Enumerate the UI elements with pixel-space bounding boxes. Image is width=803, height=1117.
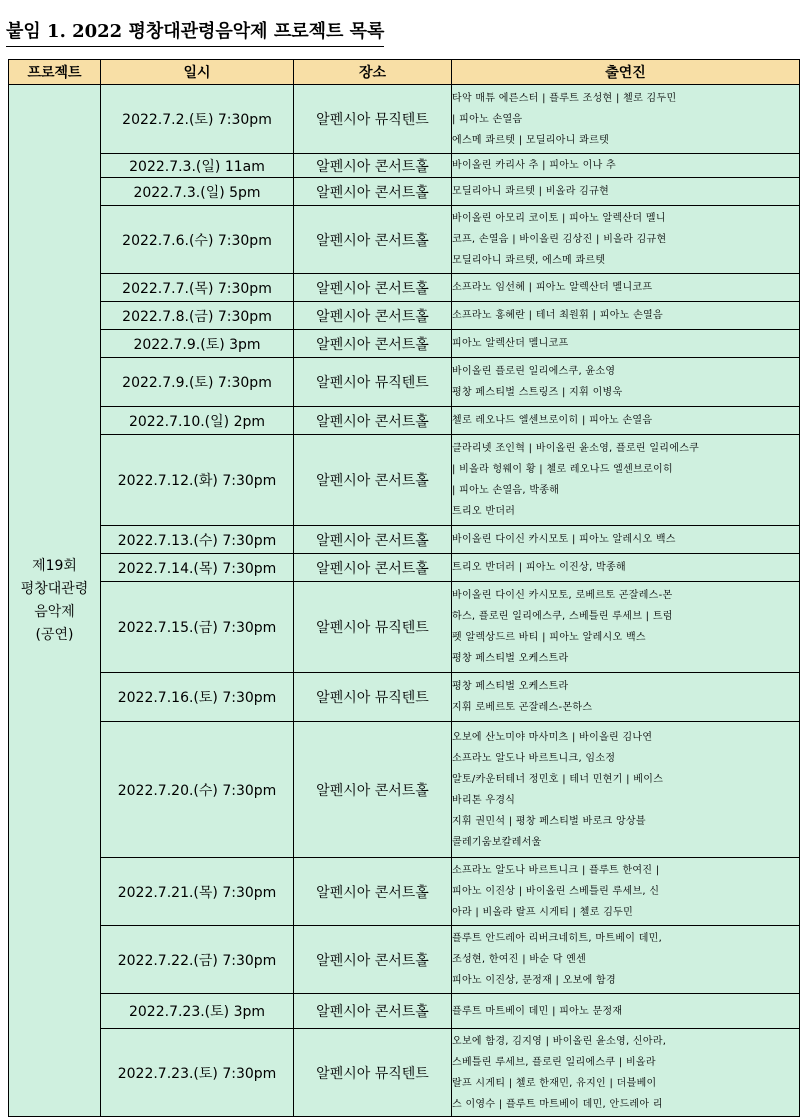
datetime-cell: 2022.7.12.(화) 7:30pm <box>101 435 294 526</box>
table-row <box>9 582 800 673</box>
venue-cell: 알펜시아 콘서트홀 <box>294 526 452 554</box>
venue-cell: 알펜시아 콘서트홀 <box>294 994 452 1029</box>
table-row <box>9 1029 800 1117</box>
table-row <box>9 926 800 994</box>
performer-line: 바이올린 다이신 카시모토, 로베르토 곤잘레스-몬 <box>452 590 673 601</box>
performer-line: 플루트 마트베이 데민 | 피아노 문정재 <box>452 1005 623 1017</box>
venue-cell: 알펜시아 뮤직텐트 <box>294 582 452 673</box>
performer-line: 소프라노 알도나 바르트니크 | 플루트 한여진 | <box>452 865 660 876</box>
header-project: 프로젝트 <box>9 60 101 85</box>
performer-line: 모딜리아니 콰르텟, 에스메 콰르텟 <box>452 255 606 266</box>
performer-line: 하스, 플로린 일리에스쿠, 스베틀린 루세브 | 트럼 <box>452 611 673 622</box>
venue-cell: 알펜시아 콘서트홀 <box>294 554 452 582</box>
performers-cell <box>452 274 800 302</box>
performer-line: | 피아노 손열음, 박종해 <box>452 485 560 496</box>
table-row <box>9 435 800 526</box>
performers-cell <box>452 858 800 926</box>
performer-line: 알토/카운터테너 정민호 | 테너 민현기 | 베이스 <box>452 773 664 785</box>
performer-line: 랄프 시게티 | 첼로 한재민, 유지인 | 더블베이 <box>452 1077 657 1089</box>
performer-line: 피아노 이진상, 문정재 | 오보에 함경 <box>452 975 616 986</box>
datetime-cell: 2022.7.2.(토) 7:30pm <box>101 85 294 154</box>
performers-cell <box>452 554 800 582</box>
table-row <box>9 407 800 435</box>
datetime-cell: 2022.7.13.(수) 7:30pm <box>101 526 294 554</box>
venue-cell: 알펜시아 콘서트홀 <box>294 722 452 858</box>
performers-cell <box>452 206 800 274</box>
performers-cell <box>452 407 800 435</box>
table-row <box>9 722 800 858</box>
performers-cell <box>452 1029 800 1117</box>
venue-cell: 알펜시아 뮤직텐트 <box>294 673 452 722</box>
performer-line: | 피아노 손열음 <box>452 113 523 125</box>
performers-cell <box>452 926 800 994</box>
performers-cell <box>452 358 800 407</box>
table-row <box>9 526 800 554</box>
table-row <box>9 302 800 330</box>
venue-cell: 알펜시아 콘서트홀 <box>294 302 452 330</box>
table-row <box>9 178 800 206</box>
performer-line: 스베틀린 루세브, 플로린 일리에스쿠 | 비올라 <box>452 1056 656 1068</box>
performer-line: 아라 | 비올라 랄프 시게티 | 첼로 김두민 <box>452 907 634 918</box>
venue-cell: 알펜시아 콘서트홀 <box>294 926 452 994</box>
project-name-line: (공연) <box>35 626 74 643</box>
table-row <box>9 85 800 154</box>
performer-line: 스 이영수 | 플루트 마트베이 데민, 안드레아 리 <box>452 1098 663 1110</box>
venue-cell: 알펜시아 콘서트홀 <box>294 154 452 178</box>
datetime-cell: 2022.7.6.(수) 7:30pm <box>101 206 294 274</box>
performer-line: 평창 페스티벌 오케스트라 <box>452 681 569 692</box>
venue-cell: 알펜시아 콘서트홀 <box>294 178 452 206</box>
datetime-cell: 2022.7.16.(토) 7:30pm <box>101 673 294 722</box>
table-row <box>9 673 800 722</box>
table-row <box>9 554 800 582</box>
datetime-cell: 2022.7.20.(수) 7:30pm <box>101 722 294 858</box>
venue-cell: 알펜시아 콘서트홀 <box>294 435 452 526</box>
performers-cell <box>452 526 800 554</box>
performer-line: 피아노 이진상 | 바이올린 스베틀린 루세브, 신 <box>452 886 660 897</box>
performer-line: 소프라노 임선혜 | 피아노 알렉산더 멜니코프 <box>452 282 653 293</box>
table-row <box>9 206 800 274</box>
performer-line: | 비올라 헝웨이 황 | 첼로 레오나드 엘센브로이히 <box>452 464 673 475</box>
venue-cell: 알펜시아 뮤직텐트 <box>294 85 452 154</box>
performer-line: 지휘 권민석 | 평창 페스티벌 바로크 앙상블 <box>452 815 646 827</box>
table-body <box>9 85 800 1117</box>
performers-cell <box>452 435 800 526</box>
performer-line: 에스메 콰르텟 | 모딜리아니 콰르텟 <box>452 134 610 146</box>
performers-cell <box>452 722 800 858</box>
performers-cell <box>452 85 800 154</box>
performer-line: 타악 매튜 에른스터 | 플루트 조성현 | 첼로 김두민 <box>452 92 677 104</box>
project-name-line: 제19회 <box>32 557 77 574</box>
header-performers: 출연진 <box>452 60 800 85</box>
datetime-cell: 2022.7.9.(토) 7:30pm <box>101 358 294 407</box>
performer-line: 평창 페스티벌 스트링즈 | 지휘 이병욱 <box>452 387 623 398</box>
performer-line: 평창 페스티벌 오케스트라 <box>452 653 569 664</box>
datetime-cell: 2022.7.7.(목) 7:30pm <box>101 274 294 302</box>
performer-line: 피아노 알렉산더 멜니코프 <box>452 338 569 349</box>
performers-cell <box>452 330 800 358</box>
performer-line: 오보에 산노미야 마사미츠 | 바이올린 김나연 <box>452 731 653 743</box>
performer-line: 클라리넷 조인혁 | 바이올린 윤소영, 플로린 일리에스쿠 <box>452 443 700 454</box>
datetime-cell: 2022.7.14.(목) 7:30pm <box>101 554 294 582</box>
performer-line: 바이올린 카리사 추 | 피아노 이나 추 <box>452 160 616 171</box>
datetime-cell: 2022.7.23.(토) 7:30pm <box>101 1029 294 1117</box>
project-name-cell <box>9 85 101 1117</box>
performers-cell <box>452 673 800 722</box>
performer-line: 트리오 반더러 | 피아노 이진상, 박종해 <box>452 562 626 573</box>
performer-line: 소프라노 홍혜란 | 테너 최원휘 | 피아노 손열음 <box>452 310 663 321</box>
datetime-cell: 2022.7.9.(토) 3pm <box>101 330 294 358</box>
table-row <box>9 858 800 926</box>
performer-line: 콜레기움보칼레서울 <box>452 836 542 848</box>
datetime-cell: 2022.7.23.(토) 3pm <box>101 994 294 1029</box>
table-row <box>9 994 800 1029</box>
datetime-cell: 2022.7.3.(일) 5pm <box>101 178 294 206</box>
datetime-cell: 2022.7.8.(금) 7:30pm <box>101 302 294 330</box>
performer-line: 트리오 반더러 <box>452 506 516 517</box>
performer-line: 모딜리아니 콰르텟 | 비올라 김규현 <box>452 186 610 197</box>
table-row <box>9 154 800 178</box>
performer-line: 바리톤 우경식 <box>452 794 516 806</box>
header-datetime: 일시 <box>101 60 294 85</box>
performers-cell <box>452 178 800 206</box>
venue-cell: 알펜시아 뮤직텐트 <box>294 358 452 407</box>
performers-cell <box>452 302 800 330</box>
datetime-cell: 2022.7.22.(금) 7:30pm <box>101 926 294 994</box>
document-title: 붙임 1. 2022 평창대관령음악제 프로젝트 목록 <box>6 17 384 47</box>
performer-line: 조성현, 한여진 | 바순 닥 옌센 <box>452 954 587 965</box>
venue-cell: 알펜시아 뮤직텐트 <box>294 1029 452 1117</box>
performer-line: 소프라노 알도나 바르트니크, 임소정 <box>452 752 616 764</box>
datetime-cell: 2022.7.15.(금) 7:30pm <box>101 582 294 673</box>
performer-line: 플루트 안드레아 리버크네히트, 마트베이 데민, <box>452 933 663 944</box>
venue-cell: 알펜시아 콘서트홀 <box>294 858 452 926</box>
datetime-cell: 2022.7.21.(목) 7:30pm <box>101 858 294 926</box>
performers-cell <box>452 582 800 673</box>
performer-line: 코프, 손열음 | 바이올린 김상진 | 비올라 김규현 <box>452 234 667 245</box>
table-header-row <box>9 60 800 85</box>
performers-cell <box>452 154 800 178</box>
table-row <box>9 330 800 358</box>
project-name-line: 평창대관령 <box>20 580 89 597</box>
performers-cell <box>452 994 800 1029</box>
performer-line: 첼로 레오나드 엘센브로이히 | 피아노 손열음 <box>452 415 653 426</box>
performer-line: 바이올린 아모리 코이토 | 피아노 알렉산더 멜니 <box>452 213 666 224</box>
table-row <box>9 358 800 407</box>
venue-cell: 알펜시아 콘서트홀 <box>294 330 452 358</box>
performer-line: 펫 알렉상드르 바티 | 피아노 알레시오 백스 <box>452 632 646 643</box>
venue-cell: 알펜시아 콘서트홀 <box>294 206 452 274</box>
venue-cell: 알펜시아 콘서트홀 <box>294 407 452 435</box>
project-table <box>8 59 800 1117</box>
datetime-cell: 2022.7.10.(일) 2pm <box>101 407 294 435</box>
performer-line: 바이올린 플로린 일리에스쿠, 윤소영 <box>452 366 616 377</box>
performer-line: 바이올린 다이신 카시모토 | 피아노 알레시오 백스 <box>452 534 676 545</box>
table-row <box>9 274 800 302</box>
performer-line: 오보에 함경, 김지영 | 바이올린 윤소영, 신아라, <box>452 1035 667 1047</box>
datetime-cell: 2022.7.3.(일) 11am <box>101 154 294 178</box>
venue-cell: 알펜시아 콘서트홀 <box>294 274 452 302</box>
performer-line: 지휘 로베르토 곤잘레스-몬하스 <box>452 702 593 713</box>
header-venue: 장소 <box>294 60 452 85</box>
project-name-line: 음악제 <box>34 603 75 620</box>
